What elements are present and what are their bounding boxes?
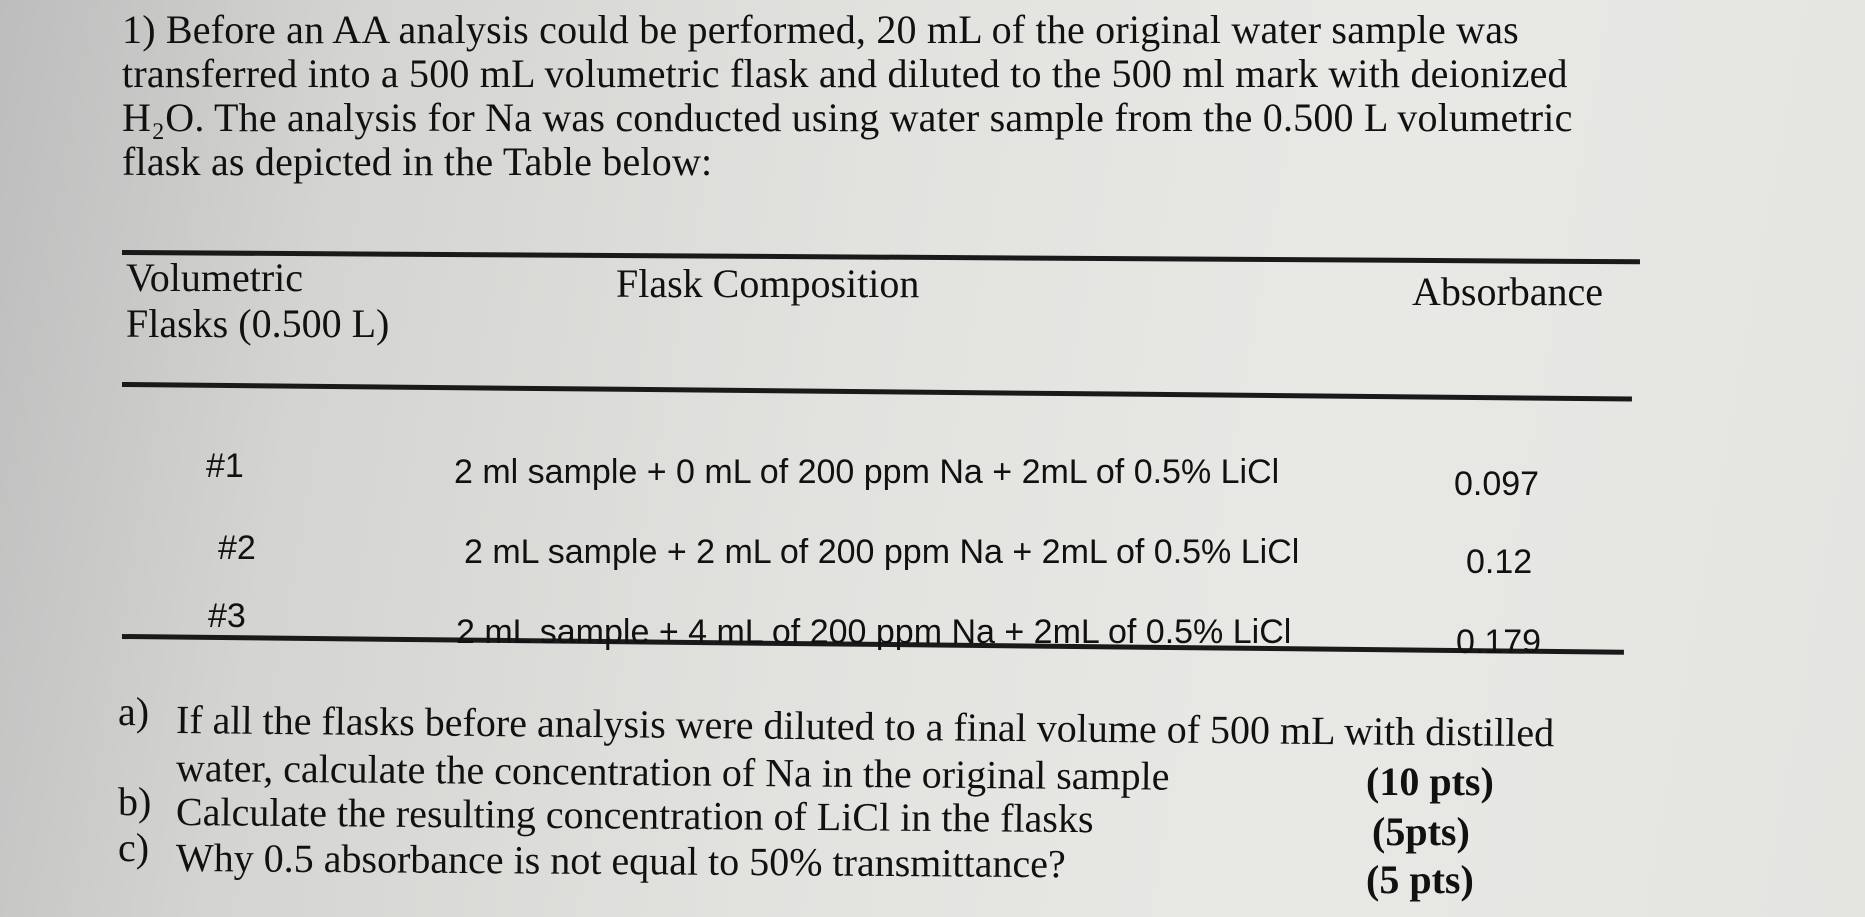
intro-line: 1) Before an AA analysis could be performed, 20 mL of the original water sample was	[122, 7, 1519, 52]
header-absorbance: Absorbance	[1412, 269, 1604, 314]
question-c-text: Why 0.5 absorbance is not equal to 50% transmittance?	[175, 835, 1066, 887]
question-b-points: (5pts)	[1372, 809, 1470, 854]
intro-line: transferred into a 500 mL volumetric flask and diluted to the 500 ml mark with deionized	[122, 51, 1568, 96]
table-header-rule	[122, 382, 1632, 401]
question-a-label: a)	[118, 689, 150, 734]
question-c-points: (5 pts)	[1366, 857, 1474, 902]
question-a-line2: water, calculate the concentration of Na in the original sample	[175, 745, 1170, 799]
row-3-composition: 2 mL sample + 4 mL of 200 ppm Na + 2mL of 0.5% LiCl	[456, 613, 1292, 651]
header-flask-composition: Flask Composition	[616, 261, 920, 306]
row-1-composition: 2 ml sample + 0 mL of 200 ppm Na + 2mL of 0.5% LiCl	[454, 453, 1280, 491]
intro-line: H₂O. The analysis for Na was conducted using water sample from the 0.500 L volumetric	[122, 95, 1573, 140]
row-2-flask: #2	[218, 529, 256, 567]
question-a-line1: If all the flasks before analysis were diluted to a final volume of 500 mL with distilled	[175, 697, 1555, 756]
row-1-absorbance: 0.097	[1454, 465, 1540, 503]
question-b-label: b)	[118, 779, 152, 824]
row-3-flask: #3	[208, 597, 246, 635]
header-volumetric: Volumetric	[126, 255, 304, 300]
row-2-composition: 2 mL sample + 2 mL of 200 ppm Na + 2mL of 0.5% LiCl	[464, 533, 1300, 571]
row-3-absorbance: 0.179	[1456, 623, 1542, 661]
question-a-points: (10 pts)	[1366, 759, 1494, 804]
header-flasks: Flasks (0.500 L)	[126, 301, 390, 346]
row-2-absorbance: 0.12	[1466, 543, 1533, 581]
problem-intro	[122, 8, 1682, 184]
intro-line: flask as depicted in the Table below:	[122, 139, 713, 184]
row-1-flask: #1	[206, 447, 244, 485]
question-c-label: c)	[118, 825, 150, 870]
question-b-text: Calculate the resulting concentration of LiCl in the flasks	[175, 789, 1094, 842]
